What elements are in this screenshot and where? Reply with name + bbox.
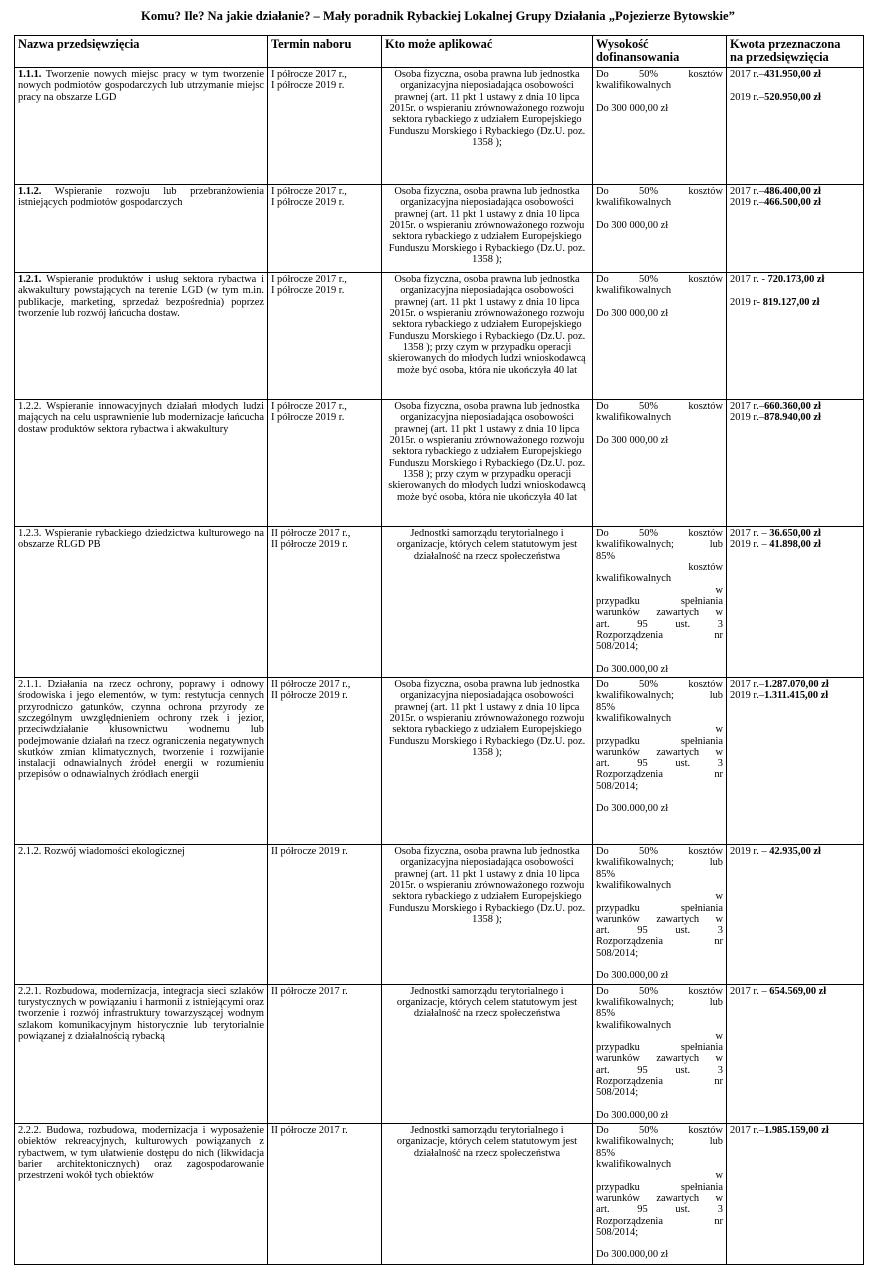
row-term-1: I półrocze 2017 r., xyxy=(271,401,347,413)
fund-word: Rozporządzenia xyxy=(596,1215,663,1227)
amount-value: 660.360,00 zł xyxy=(764,401,821,413)
fund-word: w xyxy=(715,746,723,758)
fund-do: Do xyxy=(596,985,609,997)
fund-max: Do 300.000,00 zł xyxy=(596,803,669,815)
fund-max: Do 300.000,00 zł xyxy=(596,663,669,675)
fund-percent-85: 85% xyxy=(596,550,616,562)
fund-eligible: kwalifikowalnych xyxy=(596,1019,672,1031)
row-term xyxy=(268,185,382,273)
fund-word: 95 xyxy=(637,758,648,770)
row-amount xyxy=(727,273,864,400)
fund-word: w xyxy=(715,607,723,619)
row-who: Jednostki samorządu terytorialnego i organizacje, których celem statutowym jest działalność na rzecz społeczeństwa xyxy=(382,527,593,678)
fund-eligible: kwalifikowalnych xyxy=(596,412,672,424)
fund-or: lub xyxy=(709,996,723,1008)
fund-costs: kosztów xyxy=(688,186,723,198)
amount-year-label: 2019 r.– xyxy=(730,412,765,424)
table-row xyxy=(15,68,864,185)
row-who: Osoba fizyczna, osoba prawna lub jednostka organizacyjna nieposiadająca osobowości prawnej (art. 11 pkt 1 ustawy z dnia 10 lipca 2015r. o wspieraniu zrównoważonego rozwoju sektora rybackiego z udziałem Europejskiego Funduszu Morskiego i Rybackiego (Dz.U. poz. 1358 ); xyxy=(382,68,593,185)
fund-do: Do xyxy=(596,679,609,691)
fund-or: lub xyxy=(709,690,723,702)
fund-percent: 50% xyxy=(639,846,659,858)
row-name xyxy=(15,400,268,527)
amount-year-label: 2017 r. – xyxy=(730,528,767,540)
row-name xyxy=(15,527,268,678)
amount-value: 1.287.070,00 zł xyxy=(764,679,829,691)
amount-value: 1.985.159,00 zł xyxy=(764,1125,829,1137)
fund-word: w xyxy=(715,1030,723,1042)
fund-do: Do xyxy=(596,401,609,413)
amount-value: 36.650,00 zł xyxy=(769,528,821,540)
row-who: Osoba fizyczna, osoba prawna lub jednostka organizacyjna nieposiadająca osobowości prawnej (art. 11 pkt 1 ustawy z dnia 10 lipca 2015r. o wspieraniu zrównoważonego rozwoju sektora rybackiego z udziałem Europejskiego Funduszu Morskiego i Rybackiego (Dz.U. poz. 1358 ); xyxy=(382,185,593,273)
fund-do: Do xyxy=(596,1125,609,1137)
fund-percent: 50% xyxy=(639,679,659,691)
fund-regulation: 508/2014; xyxy=(596,641,639,653)
fund-word: zawartych xyxy=(656,1192,700,1204)
row-term xyxy=(268,984,382,1124)
row-term-1: I półrocze 2017 r., xyxy=(271,274,347,286)
fund-eligible: kwalifikowalnych xyxy=(596,80,672,92)
row-title: Wspieranie innowacyjnych działań młodych ludzi mających na celu usprawnienie lub modernizacje łańcucha dostaw produktów sektora rybactwa i akwakultury xyxy=(18,401,264,435)
funding-table xyxy=(14,35,864,1265)
fund-eligible: kwalifikowalnych; xyxy=(596,539,674,551)
row-number: 1.1.2. xyxy=(18,186,42,198)
fund-eligible: kwalifikowalnych; xyxy=(596,996,674,1008)
row-term-2: I półrocze 2019 r. xyxy=(271,80,345,92)
amount-year-label: 2017 r. – xyxy=(730,985,767,997)
fund-word: nr xyxy=(714,1075,723,1087)
fund-or: lub xyxy=(709,857,723,869)
fund-word: przypadku xyxy=(596,1181,640,1193)
amount-year-label: 2017 r.– xyxy=(730,679,765,691)
fund-word: 3 xyxy=(717,618,723,630)
fund-costs: kosztów xyxy=(688,401,723,413)
row-funding xyxy=(593,185,727,273)
amount-value: 720.173,00 zł xyxy=(767,274,825,286)
fund-max: Do 300 000,00 zł xyxy=(596,103,669,115)
fund-word: w xyxy=(715,1192,723,1204)
fund-word: Rozporządzenia xyxy=(596,1075,663,1087)
fund-eligible: kwalifikowalnych; xyxy=(596,1136,674,1148)
row-number: 1.2.3. xyxy=(18,528,42,540)
fund-do: Do xyxy=(596,69,609,81)
amount-value: 1.311.415,00 zł xyxy=(764,690,829,702)
row-term-2: I półrocze 2019 r. xyxy=(271,412,345,424)
row-term-1: I półrocze 2017 r., xyxy=(271,69,347,81)
row-term-2: I półrocze 2019 r. xyxy=(271,197,345,209)
fund-eligible: kwalifikowalnych xyxy=(596,285,672,297)
fund-word: w xyxy=(715,724,723,736)
fund-word: w xyxy=(715,584,723,596)
table-row xyxy=(15,273,864,400)
fund-percent-85: 85% xyxy=(596,701,616,713)
fund-costs: kosztów xyxy=(688,69,723,81)
row-term-1: II półrocze 2017 r. xyxy=(271,985,348,997)
fund-word: art. xyxy=(596,1204,610,1216)
amount-year-label: 2019 r.– xyxy=(730,197,765,209)
fund-max: Do 300.000,00 zł xyxy=(596,1249,669,1261)
amount-year-label: 2019 r. – xyxy=(730,539,767,551)
amount-value: 431.950,00 zł xyxy=(764,69,821,81)
row-title: Rozbudowa, modernizacja, integracja sieci szlaków turystycznych w powiązaniu i harmonii z istniejącymi oraz tworzenie i rozwój infrastruktury towarzyszącej wodnym szlakom komunikacyjnym historycznie lub terytorialnie powiązanej z działalnością rybacką xyxy=(18,985,264,1042)
fund-word: spełniania xyxy=(680,735,723,747)
row-term xyxy=(268,1124,382,1265)
fund-word: 95 xyxy=(637,1204,648,1216)
row-title: Tworzenie nowych miejsc pracy w tym tworzenie nowych podmiotów gospodarczych lub utrzymanie miejsc pracy na obszarze LGD xyxy=(18,69,264,103)
fund-word: 95 xyxy=(637,925,648,937)
amount-year-label: 2017 r. - xyxy=(730,274,765,286)
fund-costs: kosztów xyxy=(688,679,723,691)
amount-year-label: 2017 r.– xyxy=(730,401,765,413)
row-term-2: II półrocze 2019 r. xyxy=(271,690,348,702)
header-amount-line2: na przedsięwzięcia xyxy=(730,49,829,64)
fund-word: ust. xyxy=(675,1204,691,1216)
fund-costs: kosztów xyxy=(688,562,723,574)
row-term-1: I półrocze 2017 r., xyxy=(271,186,347,198)
page-title: Komu? Ile? Na jakie działanie? – Mały poradnik Rybackiej Lokalnej Grupy Działania „Pojezierze Bytowskie” xyxy=(141,9,735,23)
row-term-1: II półrocze 2017 r. xyxy=(271,1125,348,1137)
fund-regulation: 508/2014; xyxy=(596,1226,639,1238)
row-term-1: II półrocze 2017 r., xyxy=(271,528,351,540)
fund-percent-85: 85% xyxy=(596,868,616,880)
table-row xyxy=(15,1124,864,1265)
table-row xyxy=(15,400,864,527)
fund-word: nr xyxy=(714,1215,723,1227)
header-amount xyxy=(727,36,864,68)
row-title: Wspieranie rozwoju lub przebranżowienia istniejących podmiotów gospodarczych xyxy=(18,186,264,209)
row-who: Osoba fizyczna, osoba prawna lub jednostka organizacyjna nieposiadająca osobowości prawnej (art. 11 pkt 1 ustawy z dnia 10 lipca 2015r. o wspieraniu zrównoważonego rozwoju sektora rybackiego z udziałem Europejskiego Funduszu Morskiego i Rybackiego (Dz.U. poz. 1358 ); przy czym w przypadku operacji skierowanych do młodych ludzi wnioskodawcą może być osoba, która nie ukończyła 40 lat xyxy=(382,400,593,527)
fund-max: Do 300 000,00 zł xyxy=(596,435,669,447)
fund-word: 3 xyxy=(717,1204,723,1216)
fund-word: przypadku xyxy=(596,902,640,914)
row-funding xyxy=(593,845,727,985)
row-name xyxy=(15,273,268,400)
table-row xyxy=(15,527,864,678)
amount-year-label: 2017 r.– xyxy=(730,69,765,81)
fund-word: 3 xyxy=(717,758,723,770)
fund-word: zawartych xyxy=(656,746,700,758)
fund-word: warunków xyxy=(596,746,640,758)
fund-word: spełniania xyxy=(680,902,723,914)
fund-word: Rozporządzenia xyxy=(596,629,663,641)
fund-word: przypadku xyxy=(596,735,640,747)
row-name xyxy=(15,1124,268,1265)
header-who: Kto może aplikować xyxy=(382,36,593,68)
row-funding xyxy=(593,1124,727,1265)
row-who: Osoba fizyczna, osoba prawna lub jednostka organizacyjna nieposiadająca osobowości prawnej (art. 11 pkt 1 ustawy z dnia 10 lipca 2015r. o wspieraniu zrównoważonego rozwoju sektora rybackiego z udziałem Europejskiego Funduszu Morskiego i Rybackiego (Dz.U. poz. 1358 ); xyxy=(382,845,593,985)
row-amount xyxy=(727,678,864,845)
fund-eligible: kwalifikowalnych xyxy=(596,1159,672,1171)
fund-word: warunków xyxy=(596,1192,640,1204)
table-row xyxy=(15,984,864,1124)
fund-or: lub xyxy=(709,1136,723,1148)
fund-word: ust. xyxy=(675,925,691,937)
row-amount xyxy=(727,527,864,678)
row-who: Jednostki samorządu terytorialnego i organizacje, których celem statutowym jest działalność na rzecz społeczeństwa xyxy=(382,984,593,1124)
fund-word: nr xyxy=(714,629,723,641)
amount-value: 41.898,00 zł xyxy=(769,539,821,551)
fund-word: w xyxy=(715,1170,723,1182)
row-number: 2.2.1. xyxy=(18,985,42,997)
amount-year-label: 2017 r.– xyxy=(730,1125,765,1137)
row-amount xyxy=(727,845,864,985)
row-who: Osoba fizyczna, osoba prawna lub jednostka organizacyjna nieposiadająca osobowości prawnej (art. 11 pkt 1 ustawy z dnia 10 lipca 2015r. o wspieraniu zrównoważonego rozwoju sektora rybackiego z udziałem Europejskiego Funduszu Morskiego i Rybackiego (Dz.U. poz. 1358 ); xyxy=(382,678,593,845)
fund-word: spełniania xyxy=(680,595,723,607)
row-amount xyxy=(727,984,864,1124)
fund-word: art. xyxy=(596,1064,610,1076)
fund-percent-85: 85% xyxy=(596,1008,616,1020)
fund-costs: kosztów xyxy=(688,528,723,540)
fund-word: ust. xyxy=(675,1064,691,1076)
row-number: 2.1.2. xyxy=(18,846,42,858)
fund-word: zawartych xyxy=(656,1053,700,1065)
row-term xyxy=(268,845,382,985)
header-term: Termin naboru xyxy=(268,36,382,68)
fund-max: Do 300 000,00 zł xyxy=(596,220,669,232)
fund-max: Do 300.000,00 zł xyxy=(596,970,669,982)
fund-word: Rozporządzenia xyxy=(596,936,663,948)
fund-eligible: kwalifikowalnych xyxy=(596,197,672,209)
fund-do: Do xyxy=(596,186,609,198)
fund-word: w xyxy=(715,1053,723,1065)
fund-percent-85: 85% xyxy=(596,1147,616,1159)
fund-word: 3 xyxy=(717,1064,723,1076)
fund-regulation: 508/2014; xyxy=(596,780,639,792)
header-amount-line1: Kwota przeznaczona xyxy=(730,37,841,51)
row-term-1: II półrocze 2019 r. xyxy=(271,846,348,858)
amount-year-label: 2019 r.– xyxy=(730,690,765,702)
amount-value: 486.400,00 zł xyxy=(764,186,821,198)
row-name xyxy=(15,984,268,1124)
fund-word: spełniania xyxy=(680,1042,723,1054)
fund-eligible: kwalifikowalnych; xyxy=(596,857,674,869)
amount-year-label: 2019 r.– xyxy=(730,91,765,103)
fund-eligible: kwalifikowalnych xyxy=(596,712,672,724)
header-name: Nazwa przedsięwzięcia xyxy=(15,36,268,68)
fund-word: art. xyxy=(596,758,610,770)
fund-percent: 50% xyxy=(639,186,659,198)
row-funding xyxy=(593,68,727,185)
header-funding-line2: dofinansowania xyxy=(596,49,680,64)
fund-do: Do xyxy=(596,528,609,540)
row-amount xyxy=(727,185,864,273)
amount-value: 878.940,00 zł xyxy=(764,412,821,424)
fund-word: 95 xyxy=(637,1064,648,1076)
row-number: 1.2.1. xyxy=(18,274,42,286)
row-name xyxy=(15,678,268,845)
row-title: Wspieranie produktów i usług sektora rybactwa i akwakultury powstających na terenie LGD (w tym m.in. publikacje, marketing, sprzedaż bezpośrednia) poprzez tworzenie lub rozwój łańcucha dostaw. xyxy=(18,274,264,320)
row-amount xyxy=(727,68,864,185)
amount-year-label: 2019 r. – xyxy=(730,846,767,858)
row-term xyxy=(268,400,382,527)
row-term xyxy=(268,68,382,185)
header-funding xyxy=(593,36,727,68)
fund-do: Do xyxy=(596,846,609,858)
row-name xyxy=(15,185,268,273)
row-amount xyxy=(727,1124,864,1265)
row-title: Budowa, rozbudowa, modernizacja i wyposażenie obiektów rekreacyjnych, kulturowych powiązanych z rybactwem, w tym ułatwienie dostępu do nich (likwidacja barier architektonicznych) oraz zagospodarowanie przestrzeni wokół tych obiektów xyxy=(18,1125,264,1182)
fund-do: Do xyxy=(596,274,609,286)
fund-percent: 50% xyxy=(639,985,659,997)
fund-word: nr xyxy=(714,936,723,948)
row-title: Działania na rzecz ochrony, poprawy i odnowy środowiska i jego elementów, w tym: restytucja cennych przyrodniczo gatunków, czynna ochrona przyrody ze szczególnym uwzględnieniem ochrony rzek i jezior, przeciwdziałanie kłusownictwu wodnemu lub podejmowanie działań na rzecz ograniczenia negatywnych skutków zmian klimatycznych, tworzenie i rozwijanie instalacji odnawialnych źródeł energii w rozumieniu przepisów o odnawialnych źródłach energii xyxy=(18,679,264,781)
fund-max: Do 300 000,00 zł xyxy=(596,308,669,320)
row-number: 1.1.1. xyxy=(18,69,42,81)
amount-year-label: 2017 r.– xyxy=(730,186,765,198)
amount-value: 520.950,00 zł xyxy=(764,91,821,103)
fund-word: w xyxy=(715,913,723,925)
row-funding xyxy=(593,678,727,845)
fund-percent: 50% xyxy=(639,69,659,81)
fund-word: zawartych xyxy=(656,913,700,925)
fund-word: warunków xyxy=(596,1053,640,1065)
table-row xyxy=(15,845,864,985)
row-term xyxy=(268,273,382,400)
amount-value: 466.500,00 zł xyxy=(764,197,821,209)
header-funding-line1: Wysokość xyxy=(596,37,649,51)
fund-word: zawartych xyxy=(656,607,700,619)
amount-value: 42.935,00 zł xyxy=(769,846,821,858)
row-name xyxy=(15,68,268,185)
fund-word: ust. xyxy=(675,618,691,630)
row-who: Jednostki samorządu terytorialnego i organizacje, których celem statutowym jest działalność na rzecz społeczeństwa xyxy=(382,1124,593,1265)
row-number: 2.1.1. xyxy=(18,679,42,691)
fund-percent: 50% xyxy=(639,1125,659,1137)
fund-costs: kosztów xyxy=(688,274,723,286)
fund-percent: 50% xyxy=(639,528,659,540)
fund-word: przypadku xyxy=(596,1042,640,1054)
fund-word: 95 xyxy=(637,618,648,630)
row-number: 2.2.2. xyxy=(18,1125,42,1137)
table-row xyxy=(15,185,864,273)
fund-percent: 50% xyxy=(639,401,659,413)
row-funding xyxy=(593,400,727,527)
fund-costs: kosztów xyxy=(688,985,723,997)
row-term-2: II półrocze 2019 r. xyxy=(271,539,348,551)
row-term xyxy=(268,527,382,678)
row-term-1: II półrocze 2017 r., xyxy=(271,679,351,691)
fund-eligible: kwalifikowalnych xyxy=(596,573,672,585)
row-number: 1.2.2. xyxy=(18,401,42,413)
row-funding xyxy=(593,273,727,400)
fund-word: przypadku xyxy=(596,595,640,607)
fund-costs: kosztów xyxy=(688,846,723,858)
table-header-row xyxy=(15,36,864,68)
fund-eligible: kwalifikowalnych; xyxy=(596,690,674,702)
fund-word: nr xyxy=(714,769,723,781)
amount-value: 819.127,00 zł xyxy=(762,296,820,308)
table-row xyxy=(15,678,864,845)
row-term xyxy=(268,678,382,845)
fund-regulation: 508/2014; xyxy=(596,1087,639,1099)
fund-percent: 50% xyxy=(639,274,659,286)
row-amount xyxy=(727,400,864,527)
fund-word: 3 xyxy=(717,925,723,937)
fund-word: warunków xyxy=(596,607,640,619)
row-title: Rozwój wiadomości ekologicznej xyxy=(44,846,185,858)
amount-year-label: 2019 r- xyxy=(730,296,761,308)
fund-costs: kosztów xyxy=(688,1125,723,1137)
fund-word: warunków xyxy=(596,913,640,925)
fund-eligible: kwalifikowalnych xyxy=(596,879,672,891)
fund-word: art. xyxy=(596,925,610,937)
fund-regulation: 508/2014; xyxy=(596,947,639,959)
row-who: Osoba fizyczna, osoba prawna lub jednostka organizacyjna nieposiadająca osobowości prawnej (art. 11 pkt 1 ustawy z dnia 10 lipca 2015r. o wspieraniu zrównoważonego rozwoju sektora rybackiego z udziałem Europejskiego Funduszu Morskiego i Rybackiego (Dz.U. poz. 1358 ); przy czym w przypadku operacji skierowanych do młodych ludzi wnioskodawcą może być osoba, która nie ukończyła 40 lat xyxy=(382,273,593,400)
amount-value: 654.569,00 zł xyxy=(769,985,827,997)
fund-max: Do 300.000,00 zł xyxy=(596,1109,669,1121)
fund-word: ust. xyxy=(675,758,691,770)
fund-word: w xyxy=(715,891,723,903)
fund-word: Rozporządzenia xyxy=(596,769,663,781)
row-title: Wspieranie rybackiego dziedzictwa kulturowego na obszarze RLGD PB xyxy=(18,528,264,551)
row-term-2: I półrocze 2019 r. xyxy=(271,285,345,297)
row-funding xyxy=(593,984,727,1124)
row-funding xyxy=(593,527,727,678)
row-name xyxy=(15,845,268,985)
fund-or: lub xyxy=(709,539,723,551)
fund-word: art. xyxy=(596,618,610,630)
fund-word: spełniania xyxy=(680,1181,723,1193)
